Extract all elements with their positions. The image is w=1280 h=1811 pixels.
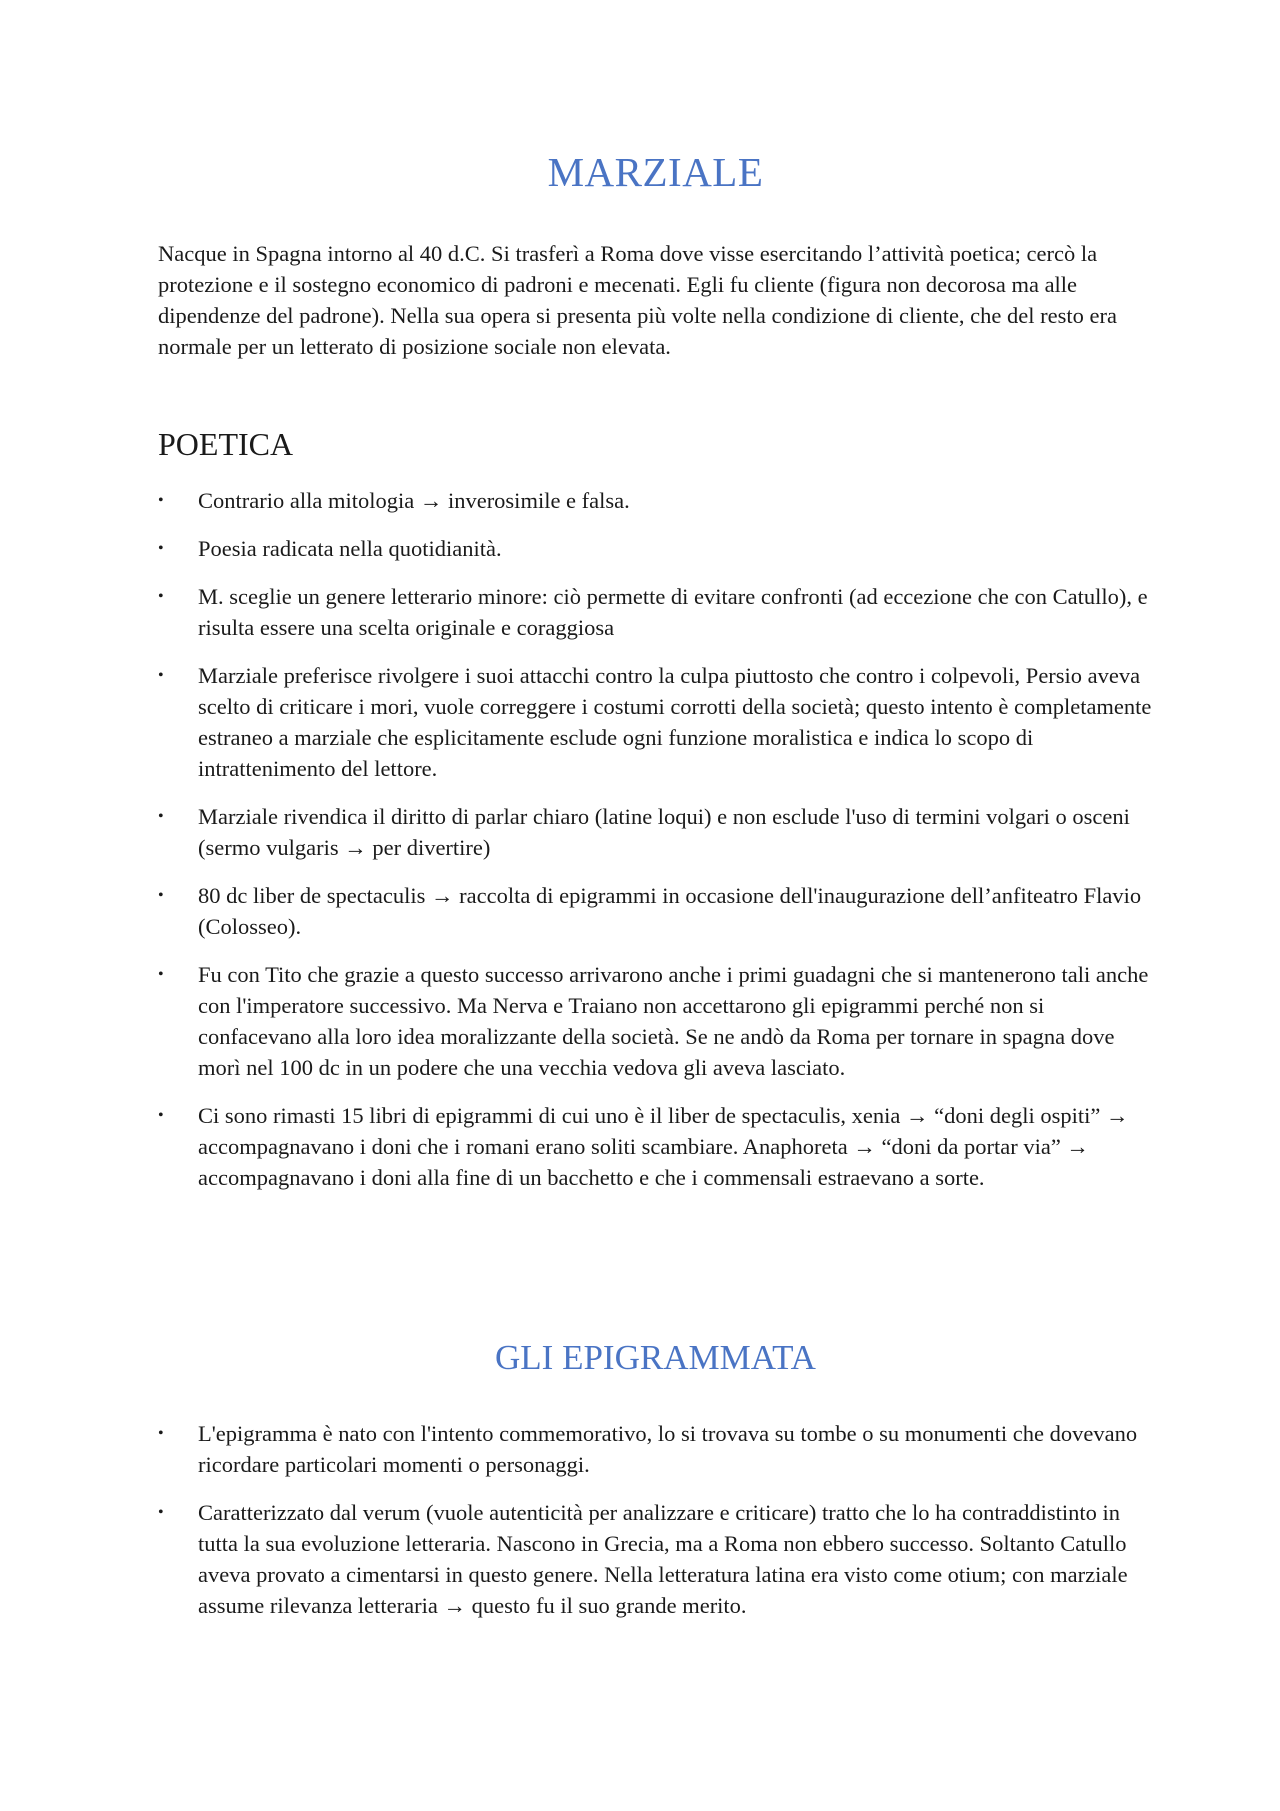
poetica-bullet-list: [158, 485, 1153, 1210]
bullet-icon: •: [158, 540, 164, 557]
bullet-icon: •: [158, 887, 164, 904]
list-item-text: Poesia radicata nella quotidianità.: [198, 536, 502, 561]
list-item: [158, 533, 1153, 564]
intro-paragraph: Nacque in Spagna intorno al 40 d.C. Si trasferì a Roma dove visse esercitando l’attività poetica; cercò la protezione e il sostegno economico di padroni e mecenati. Egli fu cliente (figura non decorosa ma alle dipendenze del padrone). Nella sua opera si presenta più volte nella condizione di cliente, che del resto era normale per un letterato di posizione sociale non elevata.: [158, 241, 1117, 359]
list-item: [158, 1100, 1153, 1193]
bullet-icon: •: [158, 966, 164, 983]
list-item: [158, 1418, 1153, 1480]
list-item: [158, 880, 1153, 942]
list-item: [158, 959, 1153, 1083]
section-heading-poetica: POETICA: [158, 426, 294, 462]
epigrammata-bullet-list: [158, 1418, 1153, 1638]
list-item-text: Contrario alla mitologia → inverosimile e falsa.: [198, 488, 630, 513]
list-item: [158, 801, 1153, 863]
list-item: [158, 581, 1153, 643]
section-heading-epigrammata: GLI EPIGRAMMATA: [495, 1338, 816, 1377]
page-title: MARZIALE: [547, 149, 764, 195]
list-item-text: L'epigramma è nato con l'intento commemorativo, lo si trovava su tombe o su monumenti che dovevano ricordare particolari momenti o personaggi.: [198, 1421, 1138, 1477]
list-item: [158, 485, 1153, 516]
list-item-text: Fu con Tito che grazie a questo successo arrivarono anche i primi guadagni che si mantenerono tali anche con l'imperatore successivo. Ma Nerva e Traiano non accettarono gli epigrammi perché non si confacevano alla loro idea moralizzante della società. Se ne andò da Roma per tornare in spagna dove morì nel 100 dc in un podere che una vecchia vedova gli aveva lasciato.: [198, 962, 1149, 1080]
list-item-text: 80 dc liber de spectaculis → raccolta di epigrammi in occasione dell'inaugurazione dell’anfiteatro Flavio (Colosseo).: [198, 883, 1142, 939]
list-item-text: Marziale rivendica il diritto di parlar chiaro (latine loqui) e non esclude l'uso di termini volgari o osceni (sermo vulgaris → per divertire): [198, 804, 1130, 860]
list-item-text: Marziale preferisce rivolgere i suoi attacchi contro la culpa piuttosto che contro i colpevoli, Persio aveva scelto di criticare i mori, vuole correggere i costumi corrotti della società; questo intento è completamente estraneo a marziale che esplicitamente esclude ogni funzione moralistica e indica lo scopo di intrattenimento del lettore.: [198, 663, 1152, 781]
list-item-text: Ci sono rimasti 15 libri di epigrammi di cui uno è il liber de spectaculis, xenia → “doni degli ospiti” → accompagnavano i doni che i romani erano soliti scambiare. Anaphoreta → “doni da portar via” → accompagnavano i doni alla fine di un bacchetto e che i commensali estraevano a sorte.: [198, 1103, 1129, 1190]
bullet-icon: •: [158, 1107, 164, 1124]
list-item: [158, 1497, 1153, 1621]
bullet-icon: •: [158, 667, 164, 684]
bullet-icon: •: [158, 808, 164, 825]
bullet-icon: •: [158, 1504, 164, 1521]
list-item-text: M. sceglie un genere letterario minore: ciò permette di evitare confronti (ad eccezione che con Catullo), e risulta essere una scelta originale e coraggiosa: [198, 584, 1148, 640]
bullet-icon: •: [158, 492, 164, 509]
bullet-icon: •: [158, 588, 164, 605]
list-item-text: Caratterizzato dal verum (vuole autenticità per analizzare e criticare) tratto che lo ha contraddistinto in tutta la sua evoluzione letteraria. Nascono in Grecia, ma a Roma non ebbero successo. Soltanto Catullo aveva provato a cimentarsi in questo genere. Nella letteratura latina era visto come otium; con marziale assume rilevanza letteraria → questo fu il suo grande merito.: [198, 1500, 1128, 1618]
list-item: [158, 660, 1153, 784]
bullet-icon: •: [158, 1425, 164, 1442]
